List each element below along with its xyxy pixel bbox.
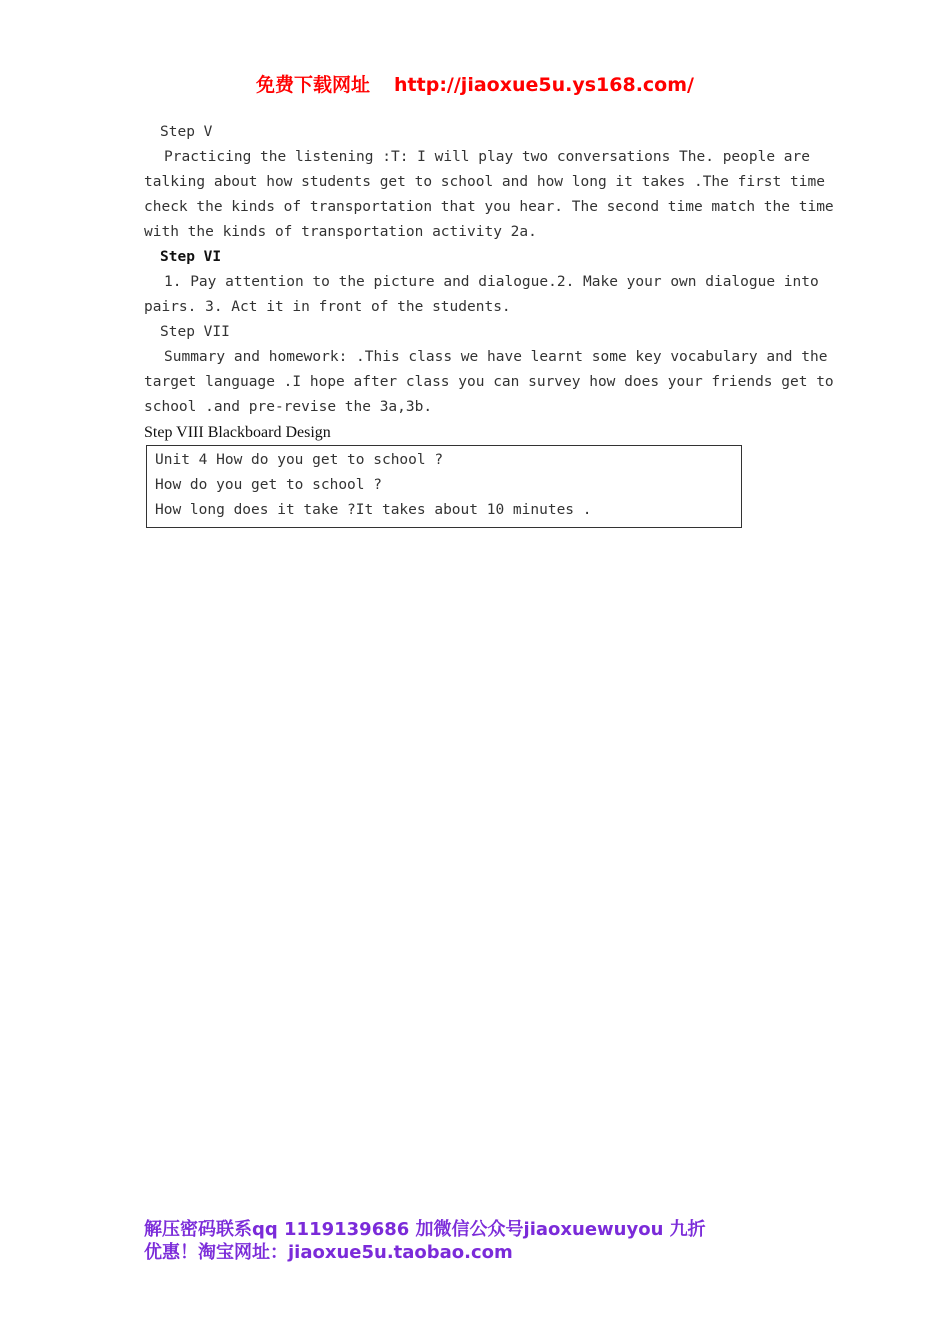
step-7-line-2: target language .I hope after class you can survey how does your friends get to — [144, 374, 834, 390]
step-6-line-1: 1. Pay attention to the picture and dialogue.2. Make your own dialogue into — [164, 274, 819, 290]
step-7-line-1: Summary and homework: .This class we have learnt some key vocabulary and the — [164, 349, 828, 365]
footer-line-1: 解压密码联系qq 1119139686 加微信公众号jiaoxuewuyou 九折 — [144, 1219, 706, 1240]
board-line-2: How do you get to school ? — [155, 477, 382, 493]
step-5-title: Step V — [160, 124, 213, 140]
step-7-line-3: school .and pre-revise the 3a,3b. — [144, 399, 433, 415]
step-5-line-3: check the kinds of transportation that you hear. The second time match the time — [144, 199, 834, 215]
blackboard-design-box — [146, 445, 742, 528]
step-6-title: Step VI — [160, 249, 222, 265]
header-label: 免费下载网址 — [256, 74, 371, 96]
footer-line-2: 优惠！淘宝网址：jiaoxue5u.taobao.com — [144, 1242, 513, 1263]
board-line-1: Unit 4 How do you get to school ? — [155, 452, 444, 468]
header-banner — [0, 70, 950, 97]
lesson-content — [144, 120, 834, 528]
step-7-title: Step VII — [160, 324, 230, 340]
footer-contact — [144, 1218, 784, 1264]
step-6-line-2: pairs. 3. Act it in front of the students. — [144, 299, 511, 315]
board-line-3: How long does it take ?It takes about 10 minutes . — [155, 502, 592, 518]
step-8-title: Step VIII Blackboard Design — [144, 424, 331, 441]
header-url-link[interactable]: http://jiaoxue5u.ys168.com/ — [394, 74, 694, 96]
step-5-line-1: Practicing the listening :T: I will play two conversations The. people are — [164, 149, 811, 165]
step-5-line-4: with the kinds of transportation activity 2a. — [144, 224, 537, 240]
step-5-line-2: talking about how students get to school and how long it takes .The first time — [144, 174, 825, 190]
